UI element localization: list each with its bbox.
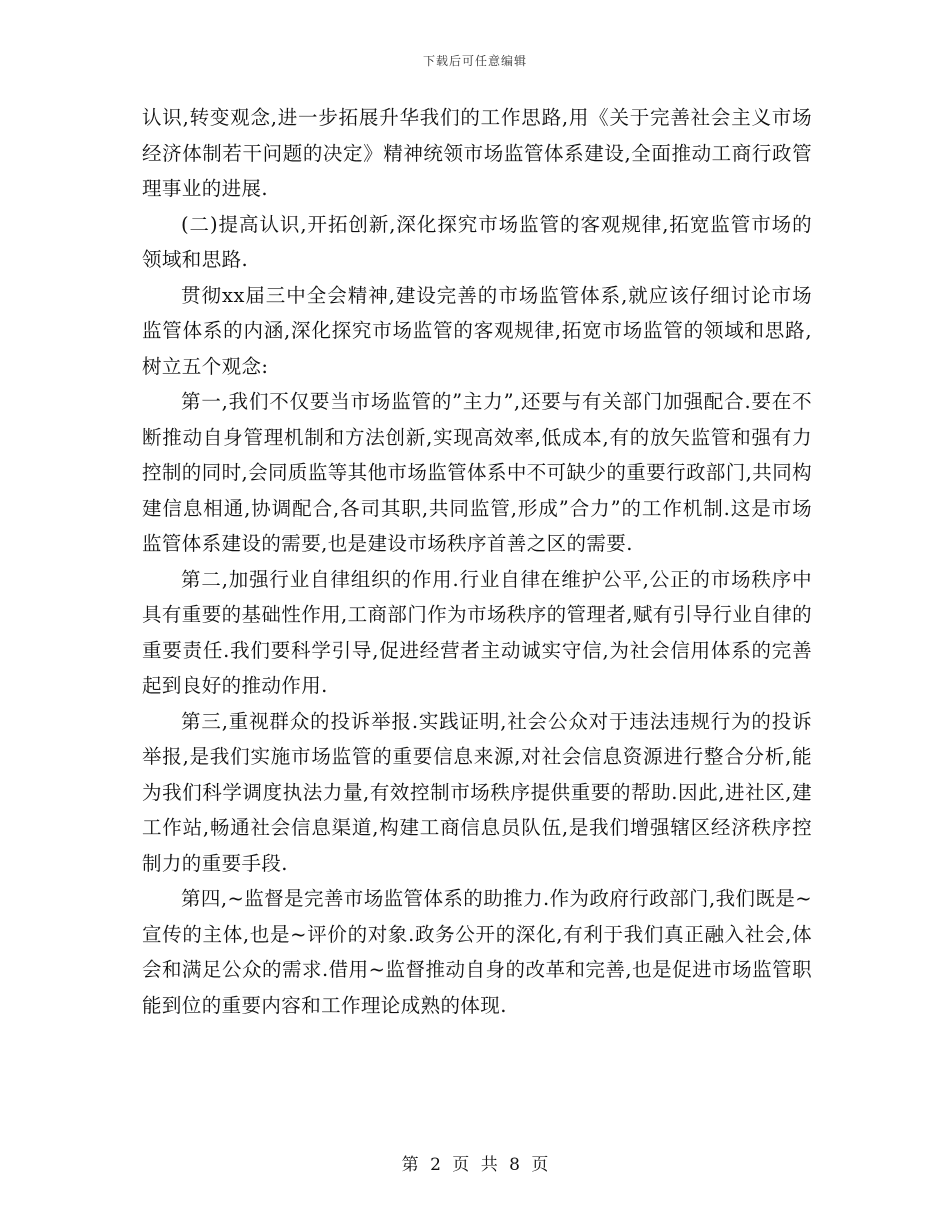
paragraph-section-heading: (二)提高认识,开拓创新,深化探究市场监管的客观规律,拓宽监管市场的领域和思路. <box>142 212 812 271</box>
paragraph: 第一,我们不仅要当市场监管的”主力”,还要与有关部门加强配合.要在不断推动自身管理机制和方法创新,实现高效率,低成本,有的放矢监管和强有力控制的同时,会同质监等其他市场监管体系中不可缺少的重要行政部门,共同构建信息相通,协调配合,各司其职,共同监管,形成”合力”的工作机制.这是市场监管体系建设的需要,也是建设市场秩序首善之区的需要. <box>142 390 812 555</box>
page-number: 第 2 页 共 8 页 <box>401 1155 549 1175</box>
paragraph-continuation: 认识,转变观念,进一步拓展升华我们的工作思路,用《关于完善社会主义市场经济体制若干问题的决定》精神统领市场监管体系建设,全面推动工商行政管理事业的进展. <box>142 106 812 200</box>
header-note: 下载后可任意编辑 <box>422 54 527 68</box>
document-body <box>142 100 812 1023</box>
paragraph: 第三,重视群众的投诉举报.实践证明,社会公众对于违法违规行为的投诉举报,是我们实施市场监管的重要信息来源,对社会信息资源进行整合分析,能为我们科学调度执法力量,有效控制市场秩序提供重要的帮助.因此,进社区,建工作站,畅通社会信息渠道,构建工商信息员队伍,是我们增强辖区经济秩序控制力的重要手段. <box>142 709 812 875</box>
paragraph: 贯彻xx届三中全会精神,建设完善的市场监管体系,就应该仔细讨论市场监管体系的内涵,深化探究市场监管的客观规律,拓宽市场监管的领域和思路,树立五个观念: <box>142 283 812 378</box>
paragraph: 第四,~监督是完善市场监管体系的助推力.作为政府行政部门,我们既是~宣传的主体,也是~评价的对象.政务公开的深化,有利于我们真正融入社会,体会和满足公众的需求.借用~监督推动自身的改革和完善,也是促进市场监管职能到位的重要内容和工作理论成熟的体现. <box>142 887 812 1017</box>
paragraph: 第二,加强行业自律组织的作用.行业自律在维护公平,公正的市场秩序中具有重要的基础性作用,工商部门作为市场秩序的管理者,赋有引导行业自律的重要责任.我们要科学引导,促进经营者主动诚实守信,为社会信用体系的完善起到良好的推动作用. <box>142 567 812 697</box>
